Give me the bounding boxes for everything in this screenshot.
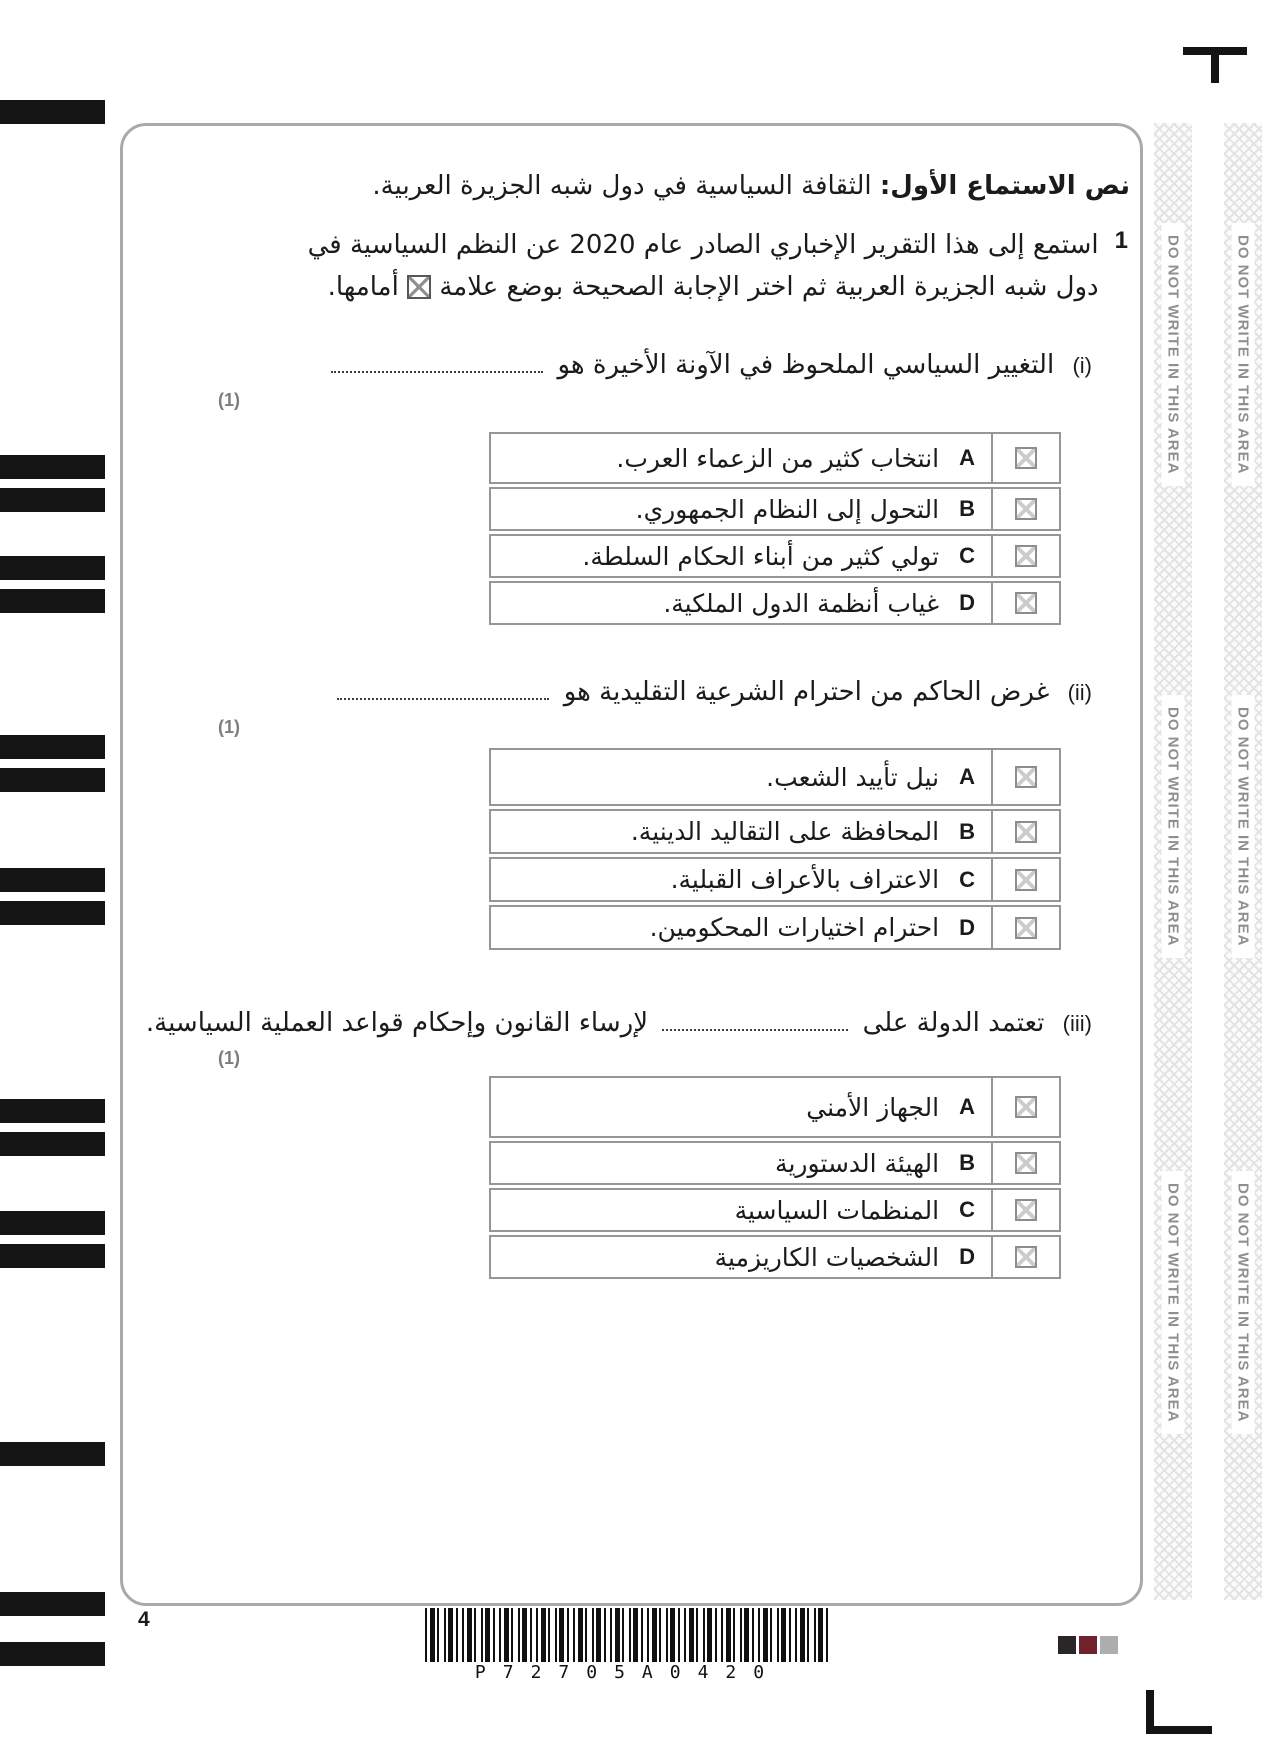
color-block-maroon xyxy=(1079,1636,1097,1654)
registration-bar xyxy=(0,100,105,124)
do-not-write-label: DO NOT WRITE IN THIS AREA xyxy=(1232,1171,1255,1434)
crop-mark-bottom-right xyxy=(1146,1726,1212,1734)
subquestion-iii-marker: (iii) xyxy=(1062,1011,1092,1036)
option-row xyxy=(489,534,1061,578)
checkbox-icon[interactable] xyxy=(1015,917,1037,939)
option-checkbox-cell xyxy=(991,811,1059,852)
question-1 xyxy=(307,224,1128,308)
option-letter: D xyxy=(959,914,975,940)
marks-badge: (1) xyxy=(218,717,241,737)
option-row xyxy=(489,1188,1061,1232)
checkbox-icon[interactable] xyxy=(1015,766,1037,788)
option-checkbox-cell xyxy=(991,1237,1059,1277)
registration-bar xyxy=(0,556,105,580)
option-text: نيل تأييد الشعب. xyxy=(766,762,940,792)
option-checkbox-cell xyxy=(991,907,1059,948)
question-1-text xyxy=(307,224,1099,308)
color-block-dark xyxy=(1058,1636,1076,1654)
option-text: غياب أنظمة الدول الملكية. xyxy=(663,588,940,618)
registration-bar xyxy=(0,735,105,759)
option-text: احترام اختيارات المحكومين. xyxy=(649,913,940,942)
registration-bar xyxy=(0,868,105,892)
option-letter: D xyxy=(959,1244,975,1269)
option-row xyxy=(489,1235,1061,1279)
options-table-i xyxy=(489,432,1061,628)
option-row xyxy=(489,581,1061,625)
options-table-iii xyxy=(489,1076,1061,1282)
section-subtitle: الثقافة السياسية في دول شبه الجزيرة العربية. xyxy=(372,171,872,201)
registration-bar xyxy=(0,1211,105,1235)
option-letter: C xyxy=(959,1197,975,1222)
marks-badge: (1) xyxy=(218,1048,241,1068)
checkbox-icon[interactable] xyxy=(1015,869,1037,891)
option-checkbox-cell xyxy=(991,750,1059,804)
registration-bar xyxy=(0,455,105,479)
checkbox-icon[interactable] xyxy=(1015,498,1037,520)
subquestion-ii-marker: (ii) xyxy=(1067,680,1092,705)
option-checkbox-cell xyxy=(991,536,1059,576)
option-letter: B xyxy=(959,496,975,521)
question-area xyxy=(120,123,1143,1606)
question-1-instruction-end: أمامها. xyxy=(327,272,399,302)
section-title: نص الاستماع الأول: xyxy=(879,171,1130,201)
checkbox-icon[interactable] xyxy=(1015,1199,1037,1221)
do-not-write-label: DO NOT WRITE IN THIS AREA xyxy=(1162,1171,1185,1434)
option-row xyxy=(489,905,1061,950)
section-header xyxy=(143,168,1130,204)
option-checkbox-cell xyxy=(991,489,1059,529)
answer-dotted-line xyxy=(331,355,543,373)
do-not-write-strip xyxy=(1224,123,1262,1600)
registration-bar xyxy=(0,1642,105,1666)
option-text: الجهاز الأمني xyxy=(806,1092,940,1122)
answer-dotted-line xyxy=(662,1013,848,1031)
checkbox-icon[interactable] xyxy=(1015,1096,1037,1118)
color-block-light xyxy=(1100,1636,1118,1654)
print-color-blocks xyxy=(1058,1636,1118,1654)
option-letter: D xyxy=(959,590,975,615)
option-row xyxy=(489,809,1061,854)
registration-bar xyxy=(0,589,105,613)
checkbox-icon[interactable] xyxy=(1015,592,1037,614)
option-checkbox-cell xyxy=(991,859,1059,900)
question-number: 1 xyxy=(1114,227,1128,254)
option-text: المنظمات السياسية xyxy=(734,1195,940,1225)
option-checkbox-cell xyxy=(991,1143,1059,1183)
option-text: الاعتراف بالأعراف القبلية. xyxy=(670,865,940,894)
registration-bar xyxy=(0,1099,105,1123)
registration-bar xyxy=(0,901,105,925)
option-letter: B xyxy=(959,818,975,844)
boxed-x-mark-icon xyxy=(407,275,431,299)
option-row xyxy=(489,1076,1061,1138)
option-text: انتخاب كثير من الزعماء العرب. xyxy=(616,443,940,473)
marks-badge: (1) xyxy=(218,390,241,410)
option-checkbox-cell xyxy=(991,583,1059,623)
registration-bar xyxy=(0,488,105,512)
do-not-write-label: DO NOT WRITE IN THIS AREA xyxy=(1162,223,1185,486)
checkbox-icon[interactable] xyxy=(1015,1152,1037,1174)
option-text: التحول إلى النظام الجمهوري. xyxy=(635,494,940,524)
barcode xyxy=(425,1608,831,1662)
registration-bar xyxy=(0,1442,105,1466)
option-text: المحافظة على التقاليد الدينية. xyxy=(630,817,940,846)
option-row xyxy=(489,432,1061,484)
subquestion-iii-text-end: لإرساء القانون وإحكام قواعد العملية السياسية. xyxy=(145,1008,649,1038)
do-not-write-strip xyxy=(1154,123,1192,1600)
subquestion-i-text: التغيير السياسي الملحوظ في الآونة الأخيرة هو xyxy=(557,350,1055,380)
option-checkbox-cell xyxy=(991,1190,1059,1230)
checkbox-icon[interactable] xyxy=(1015,447,1037,469)
barcode-text: P72705A0420 xyxy=(474,1662,782,1683)
subquestion-i-marker: (i) xyxy=(1072,353,1092,378)
checkbox-icon[interactable] xyxy=(1015,545,1037,567)
registration-bar xyxy=(0,1132,105,1156)
registration-bar xyxy=(0,1592,105,1616)
registration-bar xyxy=(0,1244,105,1268)
crop-mark-top-right-stem xyxy=(1211,47,1219,83)
option-letter: A xyxy=(959,1094,975,1119)
option-checkbox-cell xyxy=(991,1078,1059,1136)
option-checkbox-cell xyxy=(991,434,1059,482)
question-1-instruction: استمع إلى هذا التقرير الإخباري الصادر عام 2020 عن النظم السياسية في دول شبه الجزيرة العربية ثم اختر الإجابة الصحيحة بوضع علامة xyxy=(307,230,1099,302)
options-table-ii xyxy=(489,748,1061,953)
subquestion-ii xyxy=(123,677,1092,737)
option-letter: C xyxy=(959,866,975,892)
option-row xyxy=(489,1141,1061,1185)
option-row xyxy=(489,487,1061,531)
option-text: تولي كثير من أبناء الحكام السلطة. xyxy=(582,541,940,571)
option-letter: A xyxy=(959,445,975,470)
do-not-write-label: DO NOT WRITE IN THIS AREA xyxy=(1162,695,1185,958)
subquestion-i xyxy=(123,350,1092,410)
option-text: الهيئة الدستورية xyxy=(775,1148,940,1178)
subquestion-iii xyxy=(123,1008,1092,1068)
option-text: الشخصيات الكاريزمية xyxy=(714,1242,940,1272)
do-not-write-label: DO NOT WRITE IN THIS AREA xyxy=(1232,695,1255,958)
page-number: 4 xyxy=(138,1608,150,1631)
registration-bar xyxy=(0,768,105,792)
option-letter: C xyxy=(959,543,975,568)
checkbox-icon[interactable] xyxy=(1015,1246,1037,1268)
do-not-write-label: DO NOT WRITE IN THIS AREA xyxy=(1232,223,1255,486)
subquestion-iii-text-start: تعتمد الدولة على xyxy=(862,1008,1045,1038)
option-letter: A xyxy=(959,764,975,789)
answer-dotted-line xyxy=(337,682,549,700)
checkbox-icon[interactable] xyxy=(1015,821,1037,843)
option-letter: B xyxy=(959,1150,975,1175)
option-row xyxy=(489,857,1061,902)
subquestion-ii-text: غرض الحاكم من احترام الشرعية التقليدية هو xyxy=(563,677,1050,707)
option-row xyxy=(489,748,1061,806)
